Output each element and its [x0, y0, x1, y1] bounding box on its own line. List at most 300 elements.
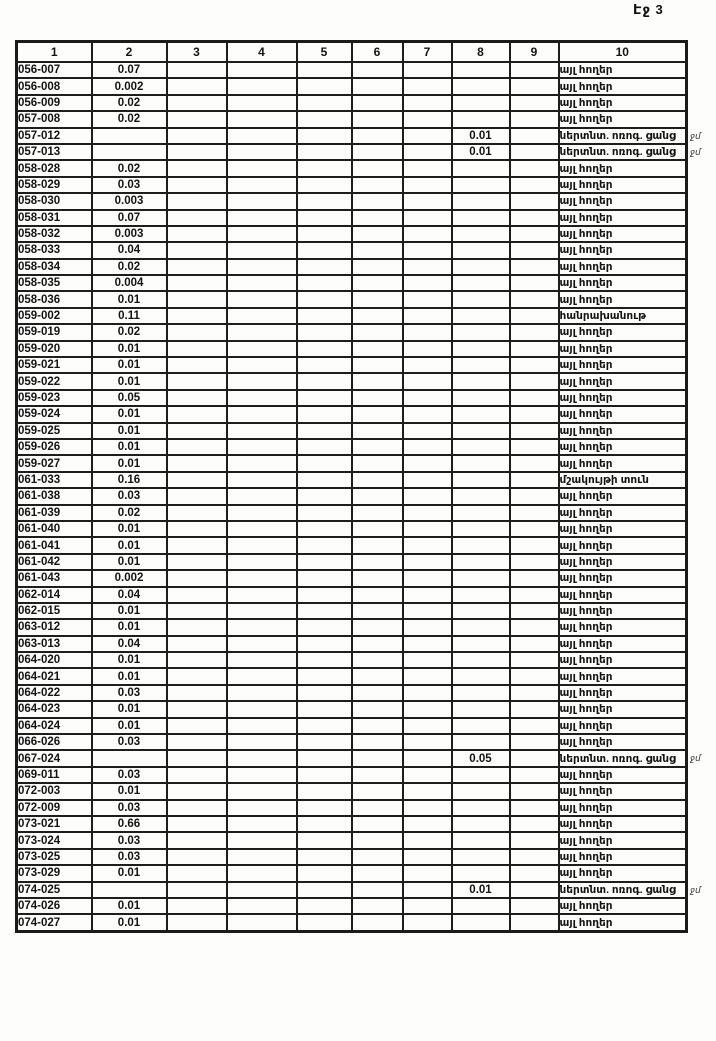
- col8-value-cell: [452, 423, 510, 439]
- land-type-cell: ներտնտ. ոռոգ. ցանց ջմ: [559, 882, 687, 898]
- empty-cell: [510, 291, 559, 307]
- area-value-cell: 0.03: [92, 849, 167, 865]
- empty-cell: [227, 701, 297, 717]
- land-type-cell: այլ հողեր: [559, 800, 687, 816]
- col8-value-cell: [452, 95, 510, 111]
- table-row: [17, 882, 687, 898]
- parcel-code-cell: 061-038: [17, 488, 92, 504]
- col8-value-cell: [452, 406, 510, 422]
- area-value-cell: [92, 128, 167, 144]
- empty-cell: [227, 210, 297, 226]
- parcel-code-cell: 056-008: [17, 78, 92, 94]
- area-value-cell: 0.03: [92, 734, 167, 750]
- empty-cell: [227, 603, 297, 619]
- empty-cell: [167, 78, 227, 94]
- empty-cell: [297, 914, 352, 931]
- land-type-cell: այլ հողեր: [559, 439, 687, 455]
- empty-cell: [227, 95, 297, 111]
- empty-cell: [227, 128, 297, 144]
- empty-cell: [510, 390, 559, 406]
- empty-cell: [352, 537, 403, 553]
- empty-cell: [227, 750, 297, 766]
- empty-cell: [403, 865, 452, 881]
- area-value-cell: 0.03: [92, 800, 167, 816]
- table-row: [17, 488, 687, 504]
- area-value-cell: 0.01: [92, 537, 167, 553]
- parcel-code-cell: 061-040: [17, 521, 92, 537]
- empty-cell: [227, 849, 297, 865]
- empty-cell: [510, 78, 559, 94]
- land-type-cell: այլ հողեր: [559, 357, 687, 373]
- empty-cell: [167, 750, 227, 766]
- empty-cell: [297, 226, 352, 242]
- area-value-cell: 0.002: [92, 570, 167, 586]
- empty-cell: [227, 570, 297, 586]
- empty-cell: [352, 488, 403, 504]
- empty-cell: [227, 767, 297, 783]
- area-value-cell: 0.01: [92, 718, 167, 734]
- empty-cell: [227, 685, 297, 701]
- empty-cell: [510, 128, 559, 144]
- empty-cell: [167, 619, 227, 635]
- table-row: [17, 914, 687, 931]
- table-row: [17, 177, 687, 193]
- table-row: [17, 357, 687, 373]
- area-value-cell: 0.16: [92, 472, 167, 488]
- col8-value-cell: [452, 636, 510, 652]
- empty-cell: [167, 472, 227, 488]
- area-value-cell: 0.03: [92, 488, 167, 504]
- col8-value-cell: [452, 668, 510, 684]
- empty-cell: [227, 423, 297, 439]
- empty-cell: [510, 275, 559, 291]
- area-value-cell: 0.02: [92, 95, 167, 111]
- empty-cell: [352, 849, 403, 865]
- table-row: [17, 849, 687, 865]
- empty-cell: [403, 341, 452, 357]
- col8-value-cell: [452, 341, 510, 357]
- parcel-code-cell: 074-026: [17, 898, 92, 914]
- empty-cell: [510, 341, 559, 357]
- table-row: [17, 603, 687, 619]
- empty-cell: [352, 78, 403, 94]
- table-row: [17, 652, 687, 668]
- empty-cell: [403, 308, 452, 324]
- table-row: [17, 587, 687, 603]
- area-value-cell: 0.01: [92, 341, 167, 357]
- empty-cell: [352, 554, 403, 570]
- empty-cell: [510, 111, 559, 127]
- empty-cell: [352, 882, 403, 898]
- empty-cell: [352, 128, 403, 144]
- land-type-cell: այլ հողեր: [559, 570, 687, 586]
- parcel-code-cell: 073-021: [17, 816, 92, 832]
- empty-cell: [227, 587, 297, 603]
- land-type-cell: այլ հողեր: [559, 865, 687, 881]
- land-type-cell: այլ հողեր: [559, 849, 687, 865]
- empty-cell: [167, 537, 227, 553]
- empty-cell: [227, 505, 297, 521]
- parcel-code-cell: 067-024: [17, 750, 92, 766]
- area-value-cell: 0.01: [92, 914, 167, 931]
- parcel-code-cell: 072-003: [17, 783, 92, 799]
- empty-cell: [297, 193, 352, 209]
- empty-cell: [167, 603, 227, 619]
- empty-cell: [227, 291, 297, 307]
- empty-cell: [510, 636, 559, 652]
- land-type-cell: այլ հողեր: [559, 275, 687, 291]
- empty-cell: [352, 275, 403, 291]
- empty-cell: [352, 750, 403, 766]
- col8-value-cell: [452, 619, 510, 635]
- land-type-cell: այլ հողեր: [559, 111, 687, 127]
- land-type-cell: այլ հողեր: [559, 341, 687, 357]
- empty-cell: [167, 62, 227, 78]
- empty-cell: [510, 587, 559, 603]
- col8-value-cell: [452, 554, 510, 570]
- parcel-code-cell: 063-012: [17, 619, 92, 635]
- table-row: [17, 800, 687, 816]
- col8-value-cell: [452, 455, 510, 471]
- empty-cell: [510, 652, 559, 668]
- empty-cell: [167, 455, 227, 471]
- empty-cell: [510, 734, 559, 750]
- table-row: [17, 95, 687, 111]
- land-type-cell: այլ հողեր: [559, 685, 687, 701]
- empty-cell: [510, 324, 559, 340]
- empty-cell: [227, 193, 297, 209]
- empty-cell: [167, 390, 227, 406]
- empty-cell: [167, 128, 227, 144]
- land-type-cell: այլ հողեր: [559, 291, 687, 307]
- land-type-cell: ներտնտ. ոռոգ. ցանց ջմ: [559, 128, 687, 144]
- land-type-cell: այլ հողեր: [559, 324, 687, 340]
- land-type-cell: այլ հողեր: [559, 898, 687, 914]
- empty-cell: [352, 259, 403, 275]
- land-type-cell: այլ հողեր: [559, 488, 687, 504]
- empty-cell: [510, 619, 559, 635]
- empty-cell: [352, 505, 403, 521]
- empty-cell: [403, 898, 452, 914]
- empty-cell: [167, 898, 227, 914]
- empty-cell: [167, 406, 227, 422]
- area-value-cell: 0.02: [92, 259, 167, 275]
- empty-cell: [403, 505, 452, 521]
- empty-cell: [352, 455, 403, 471]
- table-row: [17, 783, 687, 799]
- column-header-6: 6: [352, 42, 403, 63]
- col8-value-cell: [452, 652, 510, 668]
- col8-value-cell: [452, 570, 510, 586]
- empty-cell: [297, 111, 352, 127]
- empty-cell: [297, 636, 352, 652]
- area-value-cell: 0.01: [92, 439, 167, 455]
- land-type-cell: այլ հողեր: [559, 242, 687, 258]
- table-row: [17, 816, 687, 832]
- area-value-cell: 0.01: [92, 357, 167, 373]
- empty-cell: [352, 226, 403, 242]
- parcel-code-cell: 074-025: [17, 882, 92, 898]
- empty-cell: [510, 439, 559, 455]
- empty-cell: [352, 701, 403, 717]
- parcel-code-cell: 064-021: [17, 668, 92, 684]
- col8-value-cell: [452, 226, 510, 242]
- empty-cell: [227, 160, 297, 176]
- table-row: [17, 636, 687, 652]
- empty-cell: [167, 95, 227, 111]
- empty-cell: [297, 455, 352, 471]
- empty-cell: [403, 324, 452, 340]
- table-row: [17, 734, 687, 750]
- land-type-cell: այլ հողեր: [559, 783, 687, 799]
- empty-cell: [167, 193, 227, 209]
- column-header-10: 10: [559, 42, 687, 63]
- empty-cell: [403, 914, 452, 931]
- empty-cell: [403, 816, 452, 832]
- col8-value-cell: [452, 373, 510, 389]
- empty-cell: [297, 406, 352, 422]
- empty-cell: [297, 259, 352, 275]
- column-header-4: 4: [227, 42, 297, 63]
- table-row: [17, 324, 687, 340]
- table-row: [17, 275, 687, 291]
- empty-cell: [403, 406, 452, 422]
- empty-cell: [297, 554, 352, 570]
- empty-cell: [352, 800, 403, 816]
- empty-cell: [227, 111, 297, 127]
- col8-value-cell: [452, 324, 510, 340]
- empty-cell: [167, 226, 227, 242]
- empty-cell: [227, 472, 297, 488]
- empty-cell: [352, 783, 403, 799]
- empty-cell: [167, 783, 227, 799]
- area-value-cell: 0.01: [92, 865, 167, 881]
- empty-cell: [297, 865, 352, 881]
- empty-cell: [352, 718, 403, 734]
- area-value-cell: 0.01: [92, 603, 167, 619]
- empty-cell: [167, 554, 227, 570]
- parcel-code-cell: 072-009: [17, 800, 92, 816]
- empty-cell: [510, 603, 559, 619]
- empty-cell: [297, 849, 352, 865]
- empty-cell: [352, 472, 403, 488]
- parcel-code-cell: 059-027: [17, 455, 92, 471]
- empty-cell: [403, 95, 452, 111]
- table-row: [17, 193, 687, 209]
- table-row: [17, 455, 687, 471]
- col8-value-cell: [452, 62, 510, 78]
- empty-cell: [227, 341, 297, 357]
- empty-cell: [403, 423, 452, 439]
- land-type-cell: այլ հողեր: [559, 226, 687, 242]
- empty-cell: [297, 668, 352, 684]
- table-row: [17, 898, 687, 914]
- empty-cell: [227, 177, 297, 193]
- empty-cell: [167, 570, 227, 586]
- area-value-cell: [92, 882, 167, 898]
- empty-cell: [403, 128, 452, 144]
- empty-cell: [227, 816, 297, 832]
- empty-cell: [297, 78, 352, 94]
- empty-cell: [510, 505, 559, 521]
- empty-cell: [510, 521, 559, 537]
- land-parcel-table: [15, 40, 701, 933]
- empty-cell: [403, 734, 452, 750]
- empty-cell: [167, 521, 227, 537]
- empty-cell: [167, 357, 227, 373]
- empty-cell: [297, 423, 352, 439]
- area-value-cell: 0.01: [92, 668, 167, 684]
- empty-cell: [297, 144, 352, 160]
- empty-cell: [167, 488, 227, 504]
- parcel-code-cell: 057-008: [17, 111, 92, 127]
- empty-cell: [227, 636, 297, 652]
- empty-cell: [352, 177, 403, 193]
- empty-cell: [167, 291, 227, 307]
- area-value-cell: 0.04: [92, 242, 167, 258]
- empty-cell: [297, 95, 352, 111]
- empty-cell: [167, 160, 227, 176]
- empty-cell: [352, 242, 403, 258]
- empty-cell: [167, 882, 227, 898]
- table-row: [17, 865, 687, 881]
- empty-cell: [297, 603, 352, 619]
- empty-cell: [510, 914, 559, 931]
- land-type-cell: այլ հողեր: [559, 652, 687, 668]
- empty-cell: [352, 193, 403, 209]
- table-row: [17, 718, 687, 734]
- parcel-code-cell: 059-025: [17, 423, 92, 439]
- land-type-cell: այլ հողեր: [559, 701, 687, 717]
- land-type-cell: այլ հողեր: [559, 160, 687, 176]
- empty-cell: [510, 849, 559, 865]
- empty-cell: [227, 62, 297, 78]
- table-row: [17, 472, 687, 488]
- table-row: [17, 554, 687, 570]
- area-value-cell: 0.003: [92, 193, 167, 209]
- empty-cell: [167, 734, 227, 750]
- table-row: [17, 537, 687, 553]
- empty-cell: [297, 701, 352, 717]
- empty-cell: [297, 324, 352, 340]
- parcel-code-cell: 073-024: [17, 832, 92, 848]
- col8-value-cell: [452, 472, 510, 488]
- land-type-cell: այլ հողեր: [559, 718, 687, 734]
- parcel-code-cell: 058-033: [17, 242, 92, 258]
- empty-cell: [167, 242, 227, 258]
- empty-cell: [297, 587, 352, 603]
- table-row: [17, 373, 687, 389]
- land-type-cell: այլ հողեր: [559, 505, 687, 521]
- area-value-cell: 0.03: [92, 832, 167, 848]
- table-row: [17, 308, 687, 324]
- empty-cell: [352, 914, 403, 931]
- empty-cell: [510, 357, 559, 373]
- parcel-code-cell: 059-020: [17, 341, 92, 357]
- empty-cell: [167, 800, 227, 816]
- land-type-cell: մշակույթի տուն: [559, 472, 687, 488]
- land-type-cell: այլ հողեր: [559, 62, 687, 78]
- col8-value-cell: [452, 800, 510, 816]
- empty-cell: [297, 357, 352, 373]
- table-row: [17, 685, 687, 701]
- empty-cell: [352, 390, 403, 406]
- area-value-cell: [92, 750, 167, 766]
- empty-cell: [167, 275, 227, 291]
- empty-cell: [297, 472, 352, 488]
- parcel-code-cell: 064-024: [17, 718, 92, 734]
- empty-cell: [510, 554, 559, 570]
- empty-cell: [297, 341, 352, 357]
- col8-value-cell: [452, 177, 510, 193]
- empty-cell: [167, 324, 227, 340]
- area-value-cell: 0.01: [92, 554, 167, 570]
- empty-cell: [403, 226, 452, 242]
- empty-cell: [297, 537, 352, 553]
- column-header-9: 9: [510, 42, 559, 63]
- parcel-code-cell: 058-035: [17, 275, 92, 291]
- empty-cell: [510, 570, 559, 586]
- empty-cell: [167, 587, 227, 603]
- parcel-code-cell: 058-028: [17, 160, 92, 176]
- land-type-cell: ներտնտ. ոռոգ. ցանց ջմ: [559, 750, 687, 766]
- empty-cell: [227, 554, 297, 570]
- empty-cell: [227, 521, 297, 537]
- empty-cell: [403, 210, 452, 226]
- area-value-cell: 0.07: [92, 210, 167, 226]
- empty-cell: [167, 210, 227, 226]
- empty-cell: [297, 291, 352, 307]
- table-row: [17, 767, 687, 783]
- empty-cell: [227, 800, 297, 816]
- empty-cell: [403, 291, 452, 307]
- empty-cell: [510, 373, 559, 389]
- empty-cell: [352, 587, 403, 603]
- empty-cell: [352, 652, 403, 668]
- handwritten-margin-note: ջմ: [690, 753, 701, 764]
- empty-cell: [227, 898, 297, 914]
- empty-cell: [227, 882, 297, 898]
- table-row: [17, 439, 687, 455]
- empty-cell: [510, 62, 559, 78]
- empty-cell: [403, 849, 452, 865]
- parcel-code-cell: 058-032: [17, 226, 92, 242]
- land-type-cell: այլ հողեր: [559, 78, 687, 94]
- empty-cell: [167, 505, 227, 521]
- empty-cell: [510, 898, 559, 914]
- empty-cell: [403, 439, 452, 455]
- empty-cell: [297, 783, 352, 799]
- area-value-cell: 0.01: [92, 406, 167, 422]
- area-value-cell: 0.11: [92, 308, 167, 324]
- parcel-code-cell: 059-022: [17, 373, 92, 389]
- parcel-code-cell: 059-021: [17, 357, 92, 373]
- empty-cell: [510, 865, 559, 881]
- land-type-cell: այլ հողեր: [559, 914, 687, 931]
- empty-cell: [352, 341, 403, 357]
- col8-value-cell: [452, 783, 510, 799]
- empty-cell: [227, 783, 297, 799]
- land-type-cell: այլ հողեր: [559, 259, 687, 275]
- land-type-cell: այլ հողեր: [559, 521, 687, 537]
- empty-cell: [227, 488, 297, 504]
- land-type-cell: այլ հողեր: [559, 554, 687, 570]
- empty-cell: [352, 668, 403, 684]
- table-row: [17, 341, 687, 357]
- area-value-cell: 0.01: [92, 701, 167, 717]
- handwritten-margin-note: ջմ: [690, 884, 701, 895]
- empty-cell: [510, 193, 559, 209]
